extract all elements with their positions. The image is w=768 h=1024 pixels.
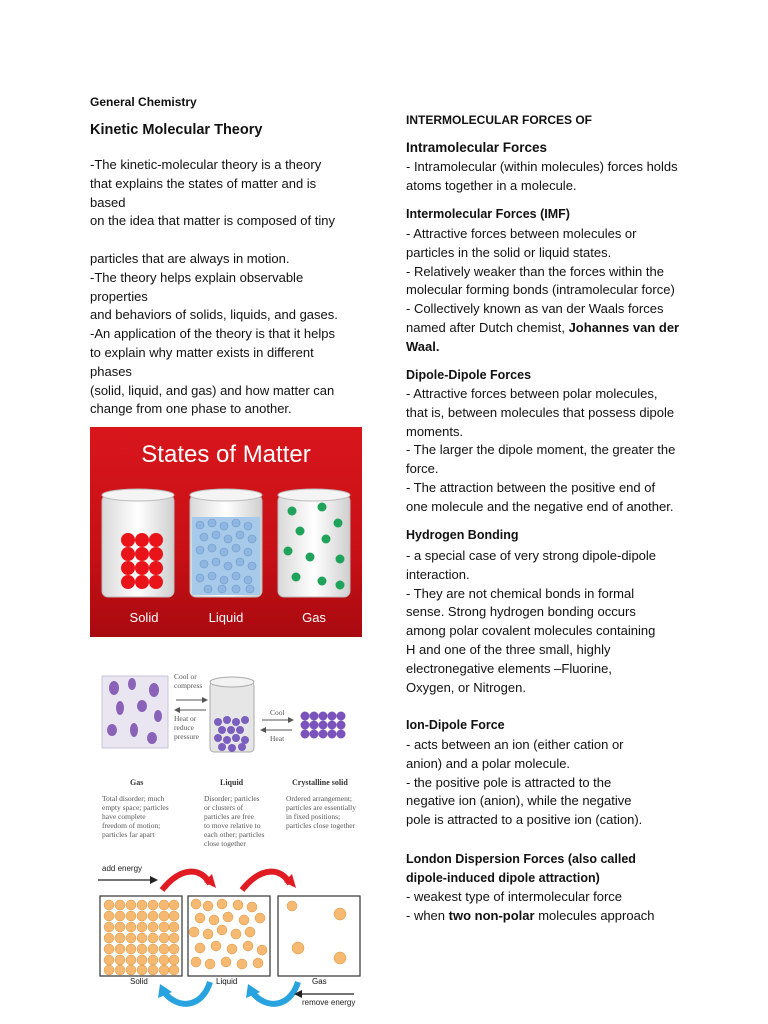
phase-particle-diagram <box>92 660 364 855</box>
arrow-label-cool: Cool <box>270 708 285 717</box>
liquid-heading: Liquid <box>220 778 244 787</box>
ld-title: London Dispersion Forces (also called dipole-induced dipole attraction) <box>406 852 636 885</box>
imf-body-name: Johannes van der Waal. <box>406 319 680 354</box>
solid-description: Ordered arrangement; particles are essentially in fixed positions; particles close together <box>286 794 356 830</box>
ld-line2-a: - when <box>406 908 449 923</box>
arrow-label-cool-compress: Cool or compress <box>174 672 203 690</box>
ld-line2 <box>406 907 706 926</box>
imf-title: Intermolecular Forces (IMF) <box>406 207 570 221</box>
document-header: General Chemistry <box>90 95 197 109</box>
gas-beaker <box>278 489 350 597</box>
ld-line2-b: two non-polar <box>448 908 535 923</box>
phase-solid-label: Solid <box>130 977 148 986</box>
intra-title: Intramolecular Forces <box>406 140 548 155</box>
arrow-label-heat-reduce: Heat or reduce pressure <box>174 714 199 741</box>
intra-body: - Intramolecular (within molecules) forces holds atoms together in a molecule. <box>406 159 678 193</box>
states-of-matter-illustration <box>90 427 362 637</box>
phase-liquid-label: Liquid <box>216 977 238 986</box>
liquid-label: Liquid <box>208 610 244 625</box>
id-title: Ion-Dipole Force <box>406 718 505 732</box>
arrow-label-heat: Heat <box>270 734 285 743</box>
figure-title: States of Matter <box>141 441 311 468</box>
dd-body: - Attractive forces between polar molecules, that is, between molecules that possess dipole moments. - The larger the dipole moment, the greater the force. - The attraction between the positive end of one molecule and the negative end of another. <box>406 386 676 514</box>
phase-gas-label: Gas <box>312 977 327 986</box>
phase-change-energy-diagram <box>92 860 364 1015</box>
liquid-beaker <box>190 489 262 597</box>
gas-label: Gas <box>302 610 326 625</box>
liquid-description: Disorder; particles or clusters of particles are free to move relative to each other; particles close together <box>204 794 265 848</box>
right-header: INTERMOLECULAR FORCES OF <box>406 113 592 127</box>
ld-line1: - weakest type of intermolecular force <box>406 889 623 904</box>
id-body: - acts between an ion (either cation or anion) and a polar molecule. - the positive pole is attracted to the negative ion (anion), while the negative pole is attracted to a positive ion (cation). <box>406 737 643 828</box>
hb-title: Hydrogen Bonding <box>406 528 519 542</box>
gas-description: Total disorder; much empty space; particles have complete freedom of motion; particles far apart <box>102 794 169 839</box>
hb-body: - a special case of very strong dipole-dipole interaction. - They are not chemical bonds in formal sense. Strong hydrogen bonding occurs among polar covalent molecules containing H and one of the three small, highly electronegative elements –Fluorine, Oxygen, or Nitrogen. <box>406 548 657 695</box>
remove-energy-label: remove energy <box>302 998 356 1007</box>
kmt-body: -The kinetic-molecular theory is a theory that explains the states of matter and is based on the idea that matter is composed of tiny particles that are always in motion. -The theory helps explain observable properties and behaviors of solids, liquids, and gases. -An application of the theory is that it helps to explain why matter exists in different phases (solid, liquid, and gas) and how matter can change from one phase to another. <box>90 157 338 417</box>
solid-beaker <box>102 489 174 597</box>
dd-title: Dipole-Dipole Forces <box>406 368 532 382</box>
gas-heading: Gas <box>130 778 144 787</box>
ld-line2-c: molecules approach <box>534 908 655 923</box>
states-of-matter-figure <box>90 427 362 637</box>
phase-change-illustration <box>92 860 364 1015</box>
page-title: Kinetic Molecular Theory <box>90 122 263 138</box>
add-energy-label: add energy <box>102 864 143 873</box>
imf-body-text: - Attractive forces between molecules or particles in the solid or liquid states. - Relatively weaker than the forces within the molecular forming bonds (intramolecular force) - Collectively known as van der Waals forces named after Dutch chemist, <box>406 226 675 335</box>
imf-body <box>406 225 706 357</box>
crystalline-solid-heading: Crystalline solid <box>292 778 348 787</box>
solid-label: Solid <box>129 610 159 625</box>
